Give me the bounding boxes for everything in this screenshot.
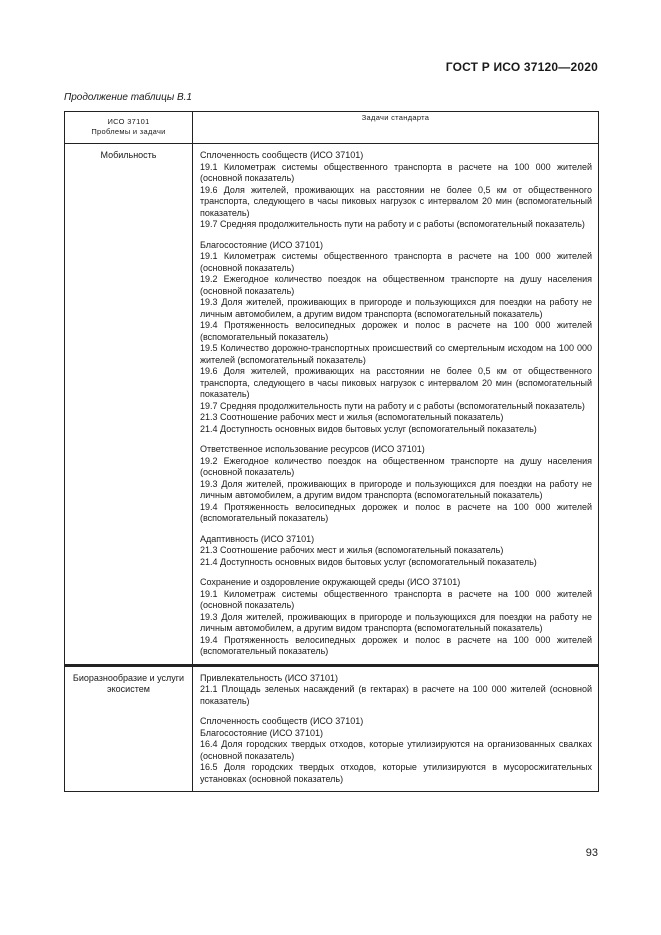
indicator-item: 19.5 Количество дорожно-транспортных происшествий со смертельным исходом на 100 000 жителей (вспомогательный показатель): [200, 343, 592, 365]
indicator-item: 19.1 Километраж системы общественного транспорта в расчете на 100 000 жителей (основной показатель): [200, 588, 592, 610]
standards-table: [64, 111, 599, 792]
task-group: [200, 150, 592, 231]
task-group: [200, 534, 592, 569]
indicator-item: Благосостояние (ИСО 37101): [200, 727, 323, 738]
indicator-item: 19.2 Ежегодное количество поездок на общественном транспорте на душу населения (основной показатель): [200, 455, 592, 477]
task-group: [200, 240, 592, 436]
indicator-item: 21.4 Доступность основных видов бытовых услуг (вспомогательный показатель): [200, 556, 537, 567]
indicator-item: 16.5 Доля городских твердых отходов, которые утилизируются в мусоросжигательных установках (основной показатель): [200, 762, 592, 784]
document-code: ГОСТ Р ИСО 37120—2020: [445, 60, 598, 74]
indicator-item: 19.7 Средняя продолжительность пути на работу и с работы (вспомогательный показатель): [200, 400, 585, 411]
col2-header: Задачи стандарта: [193, 112, 599, 144]
task-group: [200, 577, 592, 658]
indicator-item: 16.4 Доля городских твердых отходов, которые утилизируются на организованных свалках (основной показатель): [200, 739, 592, 761]
category-cell: Биоразнообразие и услуги экосистем: [65, 666, 193, 792]
col1-header-line1: ИСО 37101: [107, 117, 150, 126]
indicator-item: 19.3 Доля жителей, проживающих в пригороде и пользующихся для поездки на работу не личным автомобилем, а другим видом транспорта (вспомогательный показатель): [200, 297, 592, 319]
col1-header: [65, 112, 193, 144]
group-title: Сплоченность сообществ (ИСО 37101): [200, 716, 364, 726]
table-body: [65, 144, 599, 792]
indicator-item: 19.6 Доля жителей, проживающих на расстоянии не более 0,5 км от общественного транспорта, следующего в часы пиковых нагрузок с интервалом 20 мин (вспомогательный показатель): [200, 184, 592, 218]
group-title: Благосостояние (ИСО 37101): [200, 239, 323, 250]
group-title: Сплоченность сообществ (ИСО 37101): [200, 150, 364, 160]
table-caption: Продолжение таблицы В.1: [64, 92, 192, 103]
task-group: [200, 716, 592, 785]
indicator-item: 21.1 Площадь зеленых насаждений (в гектарах) в расчете на 100 000 жителей (основной показатель): [200, 684, 592, 706]
indicator-item: 19.1 Километраж системы общественного транспорта в расчете на 100 000 жителей (основной показатель): [200, 251, 592, 273]
tasks-cell: [193, 144, 599, 665]
indicator-item: 19.3 Доля жителей, проживающих в пригороде и пользующихся для поездки на работу не личным автомобилем, а другим видом транспорта (вспомогательный показатель): [200, 478, 592, 500]
category-cell: Мобильность: [65, 144, 193, 665]
indicator-item: 21.3 Соотношение рабочих мест и жилья (вспомогательный показатель): [200, 545, 504, 555]
indicator-item: 19.4 Протяженность велосипедных дорожек и полос в расчете на 100 000 жителей (вспомогательный показатель): [200, 501, 592, 523]
group-title: Сохранение и оздоровление окружающей среды (ИСО 37101): [200, 577, 461, 587]
tasks-cell: [193, 666, 599, 792]
indicator-item: 19.2 Ежегодное количество поездок на общественном транспорте на душу населения (основной показатель): [200, 274, 592, 296]
page-number: 93: [585, 847, 598, 859]
group-title: Ответственное использование ресурсов (ИСО 37101): [200, 444, 425, 454]
task-group: [200, 444, 592, 525]
indicator-item: 19.4 Протяженность велосипедных дорожек и полос в расчете на 100 000 жителей (вспомогательный показатель): [200, 320, 592, 342]
indicator-item: 19.7 Средняя продолжительность пути на работу и с работы (вспомогательный показатель): [200, 219, 585, 229]
col1-header-line2: Проблемы и задачи: [91, 127, 166, 136]
group-title: Привлекательность (ИСО 37101): [200, 672, 339, 683]
indicator-item: 19.4 Протяженность велосипедных дорожек и полос в расчете на 100 000 жителей (вспомогательный показатель): [200, 634, 592, 656]
group-title: Адаптивность (ИСО 37101): [200, 533, 315, 544]
table-row: [65, 666, 599, 792]
task-group: [200, 673, 592, 708]
table-row: [65, 144, 599, 665]
indicator-item: 19.6 Доля жителей, проживающих на расстоянии не более 0,5 км от общественного транспорта, следующего в часы пиковых нагрузок с интервалом 20 мин (вспомогательный показатель): [200, 366, 592, 399]
indicator-item: 19.1 Километраж системы общественного транспорта в расчете на 100 000 жителей (основной показатель): [200, 161, 592, 183]
table-header-row: [65, 112, 599, 144]
indicator-item: 19.3 Доля жителей, проживающих в пригороде и пользующихся для поездки на работу не личным автомобилем, а другим видом транспорта (вспомогательный показатель): [200, 611, 592, 633]
indicator-item: 21.4 Доступность основных видов бытовых услуг (вспомогательный показатель): [200, 423, 537, 434]
indicator-item: 21.3 Соотношение рабочих мест и жилья (вспомогательный показатель): [200, 412, 504, 422]
